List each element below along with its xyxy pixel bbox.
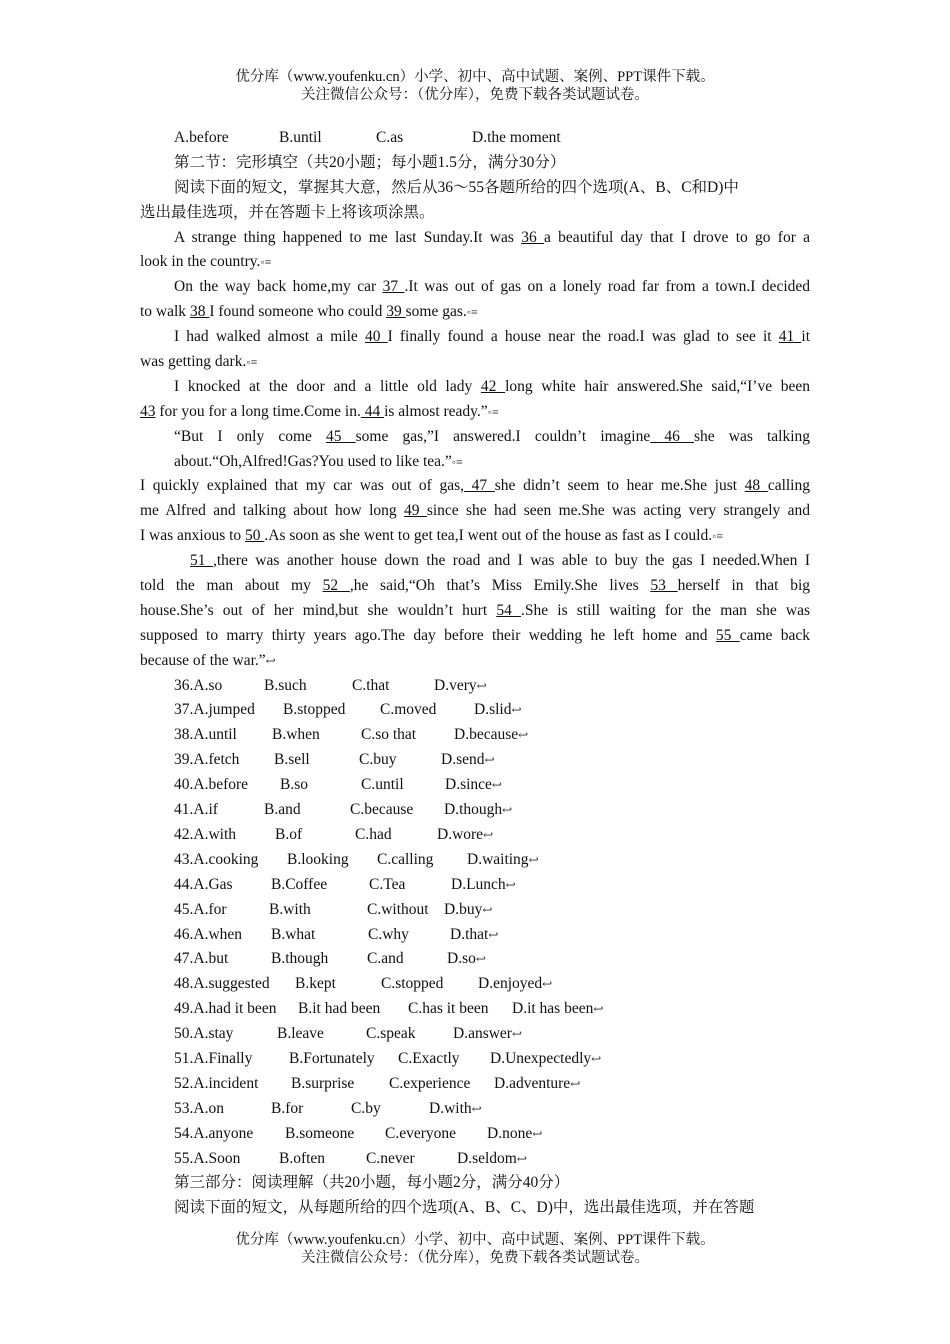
paragraph-mark-icon: ◦≡: [451, 454, 463, 469]
line-break-mark-icon: ↩: [593, 1002, 604, 1017]
option: 49.A.had it been: [174, 1000, 277, 1018]
passage-line: 51 ,there was another house down the road and I was able to buy the gas I needed.When I: [190, 552, 810, 570]
paragraph-mark-icon: ◦≡: [466, 305, 478, 320]
option: C.has it been: [408, 1000, 489, 1018]
option: C.until: [361, 776, 404, 794]
passage-line: look in the country.◦≡: [140, 253, 272, 271]
section-2-instruction-cont: 选出最佳选项，并在答题卡上将该项涂黑。: [140, 203, 435, 221]
option-row: [140, 848, 810, 873]
paragraph-mark-icon: ◦≡: [712, 529, 724, 544]
passage-line: I quickly explained that my car was out of gas, 47 she didn’t seem to hear me.She just 48 calling: [140, 477, 810, 495]
option: B.so: [280, 776, 308, 794]
option-row: [140, 674, 810, 699]
blank-54: 54: [496, 601, 521, 619]
line-break-mark-icon: ↩: [528, 852, 539, 867]
passage-line: house.She’s out of her mind,but she wouldn’t hurt 54 .She is still waiting for the man she was: [140, 601, 810, 619]
option: D.because: [454, 726, 519, 744]
line-break-mark-icon: ↩: [505, 877, 516, 892]
option: 39.A.fetch: [174, 751, 240, 769]
blank-46: 46: [650, 427, 694, 445]
option: B.until: [279, 129, 322, 146]
option: D.adventure: [494, 1074, 571, 1092]
option: D.waiting: [467, 850, 529, 868]
line-break-mark-icon: ↩: [542, 977, 553, 992]
header-line-1: 优分库（www.youfenku.cn）小学、初中、高中试题、案例、PPT课件下载。: [235, 69, 715, 85]
line-break-mark-icon: ↩: [570, 1076, 581, 1091]
option: D.since: [445, 776, 492, 794]
option: B.such: [264, 676, 307, 694]
option: C.buy: [359, 751, 397, 769]
option: D.Lunch: [451, 875, 506, 893]
option: 44.A.Gas: [174, 875, 233, 893]
option-row: [140, 1147, 810, 1172]
option-row: [140, 698, 810, 723]
option-row: [140, 997, 810, 1022]
option: 41.A.if: [174, 801, 218, 819]
passage-line: about.“Oh,Alfred!Gas?You used to like tea.”◦≡: [174, 452, 463, 470]
option: A.before: [174, 129, 229, 146]
option: C.speak: [366, 1025, 416, 1043]
paragraph-mark-icon: ◦≡: [260, 255, 272, 270]
option-row: [140, 1072, 810, 1097]
passage-line: I had walked almost a mile 40 I finally found a house near the road.I was glad to see it 41 it: [174, 328, 810, 346]
blank-38: 38: [189, 303, 210, 321]
option: D.seldom: [457, 1149, 517, 1167]
option-row: [140, 1022, 810, 1047]
option-row: [140, 898, 810, 923]
option: C.because: [350, 801, 414, 819]
line-break-mark-icon: ↩: [476, 678, 487, 693]
blank-55: 55: [715, 626, 740, 644]
option: C.and: [367, 950, 404, 968]
option: D.buy: [444, 900, 483, 918]
option: 42.A.with: [174, 825, 236, 843]
section-3-title: 第三部分：阅读理解（共20小题，每小题2分，满分40分）: [174, 1174, 570, 1192]
passage-line: “But I only come 45 some gas,”I answered.I couldn’t imagine 46 she was talking: [174, 427, 810, 445]
option: D.enjoyed: [478, 975, 543, 993]
option: C.as: [376, 129, 404, 146]
option-row: [140, 1097, 810, 1122]
option-row: [140, 972, 810, 997]
option: B.when: [272, 726, 320, 744]
option: 47.A.but: [174, 950, 229, 968]
option: B.stopped: [283, 701, 346, 719]
option: D.none: [487, 1124, 533, 1142]
option: D.answer: [453, 1025, 512, 1043]
option: D.it has been: [512, 1000, 594, 1018]
option: C.why: [368, 925, 409, 943]
passage-line: was getting dark.◦≡: [140, 353, 258, 371]
line-break-mark-icon: ↩: [265, 653, 276, 668]
blank-37: 37: [382, 278, 405, 296]
option: D.very: [434, 676, 477, 694]
passage-line: A strange thing happened to me last Sunday.It was 36 a beautiful day that I drove to go for a: [174, 228, 810, 246]
option: 53.A.on: [174, 1099, 224, 1117]
option-row: [140, 873, 810, 898]
option: B.what: [271, 925, 316, 943]
blank-48: 48: [744, 477, 768, 495]
passage-line: supposed to marry thirty years ago.The day before their wedding he left home and 55 came back: [140, 626, 810, 644]
option: B.though: [271, 950, 329, 968]
option: 50.A.stay: [174, 1025, 234, 1043]
option: 43.A.cooking: [174, 850, 259, 868]
option: D.slid: [474, 701, 512, 719]
section-2-instruction: 阅读下面的短文，掌握其大意，然后从36～55各题所给的四个选项(A、B、C和D)中: [174, 178, 739, 196]
paragraph-mark-icon: ◦≡: [246, 355, 258, 370]
header-line-2: 关注微信公众号：（优分库），免费下载各类试题试卷。: [301, 87, 649, 103]
previous-options: [140, 126, 810, 151]
option: 45.A.for: [174, 900, 227, 918]
passage-line: me Alfred and talking about how long 49 since she had seen me.She was acting very strangely and: [140, 502, 810, 520]
section-3-instruction: 阅读下面的短文，从每题所给的四个选项(A、B、C、D)中，选出最佳选项，并在答题: [174, 1199, 755, 1217]
blank-42: 42: [480, 377, 506, 395]
option: 46.A.when: [174, 925, 243, 943]
line-break-mark-icon: ↩: [484, 753, 495, 768]
option: D.wore: [437, 825, 484, 843]
option: 40.A.before: [174, 776, 249, 794]
blank-36: 36: [521, 228, 545, 246]
line-break-mark-icon: ↩: [475, 952, 486, 967]
passage-line: to walk 38 I found someone who could 39 some gas.◦≡: [140, 303, 478, 321]
option: D.send: [441, 751, 485, 769]
passage-line: I knocked at the door and a little old lady 42 long white hair answered.She said,“I’ve been: [174, 377, 810, 395]
option: C.everyone: [385, 1124, 457, 1142]
option: B.kept: [295, 975, 336, 993]
option-row: [140, 1047, 810, 1072]
line-break-mark-icon: ↩: [491, 778, 502, 793]
option: D.Unexpectedly: [490, 1049, 592, 1067]
passage-line: I was anxious to 50 .As soon as she went to get tea,I went out of the house as fast as I could.◦≡: [140, 527, 724, 545]
option: B.Fortunately: [289, 1049, 375, 1067]
option-row: [140, 773, 810, 798]
line-break-mark-icon: ↩: [516, 1151, 527, 1166]
footer-line-2: 关注微信公众号：（优分库），免费下载各类试题试卷。: [301, 1250, 649, 1266]
option-row: [140, 823, 810, 848]
option: C.never: [366, 1149, 415, 1167]
option: C.so that: [361, 726, 417, 744]
option: D.though: [444, 801, 503, 819]
passage-line: 43 for you for a long time.Come in. 44 is almost ready.”◦≡: [140, 402, 499, 420]
option: 48.A.suggested: [174, 975, 270, 993]
option: C.that: [352, 676, 390, 694]
line-break-mark-icon: ↩: [482, 902, 493, 917]
option: B.it had been: [298, 1000, 381, 1018]
option: D.so: [447, 950, 476, 968]
option: B.with: [269, 900, 311, 918]
option: C.stopped: [381, 975, 444, 993]
option: C.by: [351, 1099, 381, 1117]
line-break-mark-icon: ↩: [471, 1101, 482, 1116]
passage-line: told the man about my 52 ,he said,“Oh that’s Miss Emily.She lives 53 herself in that big: [140, 577, 810, 595]
option: 52.A.incident: [174, 1074, 259, 1092]
option: B.surprise: [291, 1074, 355, 1092]
option: B.for: [271, 1099, 304, 1117]
option: 37.A.jumped: [174, 701, 255, 719]
line-break-mark-icon: ↩: [532, 1126, 543, 1141]
option: B.sell: [274, 751, 310, 769]
option: C.Exactly: [398, 1049, 460, 1067]
options-list: [140, 674, 810, 1172]
option-row: [140, 947, 810, 972]
option: 51.A.Finally: [174, 1049, 253, 1067]
option: B.looking: [287, 850, 349, 868]
option-row: [140, 923, 810, 948]
blank-53: 53: [650, 577, 678, 595]
option: 55.A.Soon: [174, 1149, 241, 1167]
option: C.Tea: [369, 875, 406, 893]
option: B.someone: [285, 1124, 355, 1142]
line-break-mark-icon: ↩: [518, 728, 529, 743]
blank-51: 51: [190, 552, 213, 570]
page-footer: [0, 1231, 950, 1267]
option-row: [140, 1122, 810, 1147]
option: B.Coffee: [271, 875, 328, 893]
blank-47: 47: [463, 477, 495, 495]
option: B.often: [279, 1149, 326, 1167]
option: D.that: [450, 925, 489, 943]
option-row: [140, 748, 810, 773]
paragraph-mark-icon: ◦≡: [487, 404, 499, 419]
option-row: [140, 798, 810, 823]
blank-45: 45: [326, 427, 356, 445]
line-break-mark-icon: ↩: [511, 703, 522, 718]
blank-39: 39: [386, 303, 406, 321]
option: B.of: [275, 825, 303, 843]
section-2-title: 第二节：完形填空（共20小题；每小题1.5分，满分30分）: [174, 153, 566, 171]
line-break-mark-icon: ↩: [511, 1027, 523, 1042]
option-row: [140, 723, 810, 748]
option: C.calling: [377, 850, 434, 868]
option: C.moved: [380, 701, 437, 719]
passage-line: On the way back home,my car 37 .It was out of gas on a lonely road far from a town.I decided: [174, 278, 810, 296]
option: D.with: [429, 1099, 472, 1117]
option: C.experience: [389, 1074, 471, 1092]
document-body: [140, 126, 810, 1221]
option: C.had: [355, 825, 392, 843]
footer-line-1: 优分库（www.youfenku.cn）小学、初中、高中试题、案例、PPT课件下载。: [235, 1232, 715, 1248]
blank-50: 50: [245, 527, 265, 545]
page-header: [0, 68, 950, 104]
line-break-mark-icon: ↩: [502, 803, 513, 818]
blank-52: 52: [322, 577, 350, 595]
line-break-mark-icon: ↩: [591, 1051, 602, 1066]
option: D.the moment: [472, 129, 561, 146]
option: B.leave: [277, 1025, 324, 1043]
option: B.and: [264, 801, 301, 819]
blank-44: 44: [360, 402, 385, 420]
option: 54.A.anyone: [174, 1124, 254, 1142]
blank-43: 43: [140, 402, 156, 420]
option: 38.A.until: [174, 726, 237, 744]
line-break-mark-icon: ↩: [483, 827, 494, 842]
line-break-mark-icon: ↩: [488, 927, 499, 942]
blank-41: 41: [778, 328, 802, 346]
option: C.without: [367, 900, 429, 918]
blank-49: 49: [403, 502, 427, 520]
option: 36.A.so: [174, 676, 223, 694]
passage-line: because of the war.”↩: [140, 651, 276, 669]
blank-40: 40: [364, 328, 388, 346]
